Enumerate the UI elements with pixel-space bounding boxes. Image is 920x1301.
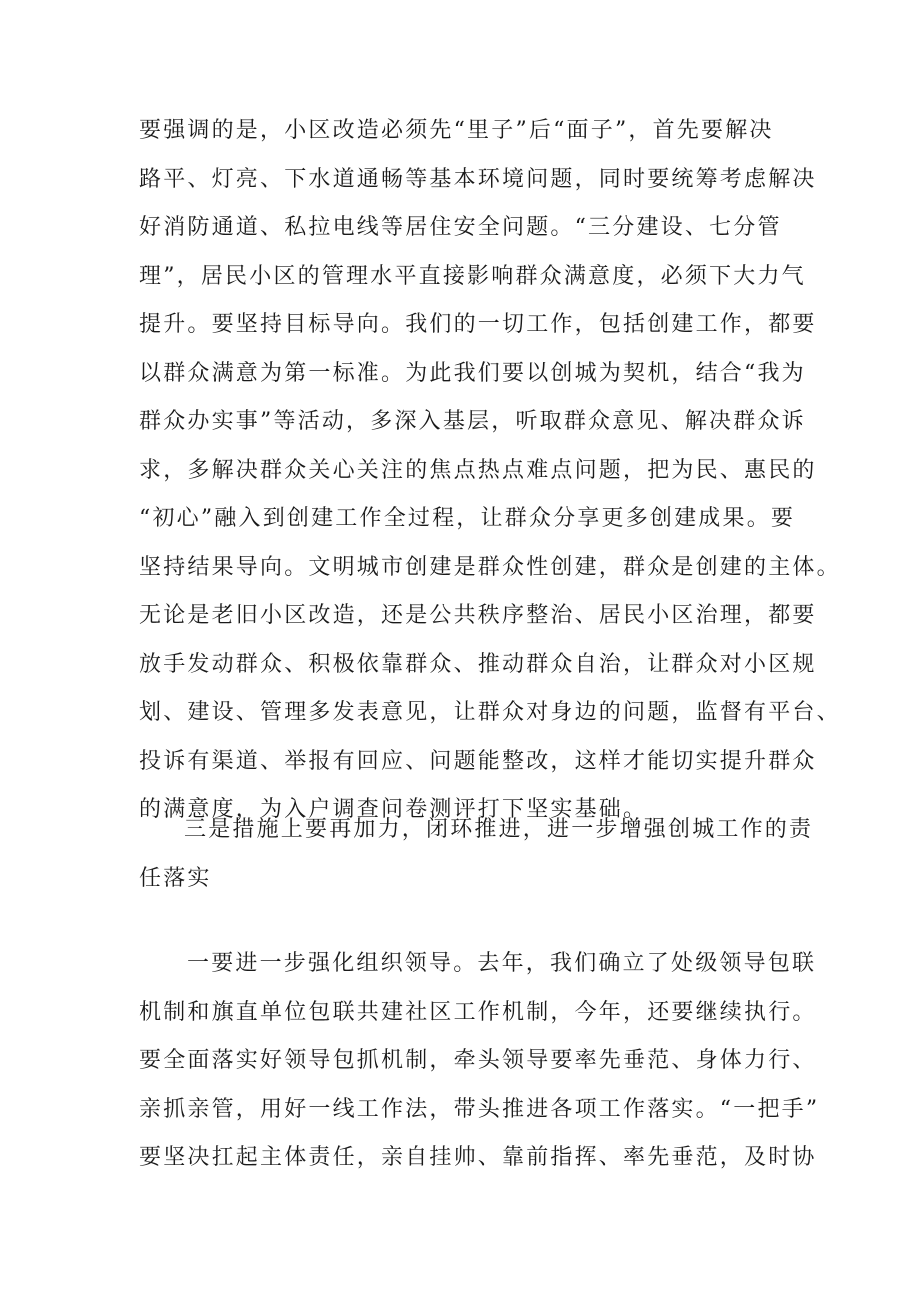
text-line: 划、建设、管理多发表意见，让群众对身边的问题，监督有平台、 [139, 700, 841, 725]
text-line: 无论是老旧小区改造，还是公共秩序整治、居民小区治理，都要 [139, 603, 817, 628]
text-line: 坚持结果导向。文明城市创建是群众性创建，群众是创建的主体。 [139, 554, 841, 580]
text-line: 放手发动群众、积极依靠群众、推动群众自治，让群众对小区规 [139, 651, 817, 677]
text-line: 理”，居民小区的管理水平直接影响群众满意度，必须下大力气 [139, 263, 806, 289]
text-line: 要强调的是，小区改造必须先“里子”后“面子”，首先要解决 [139, 118, 774, 143]
text-line: “初心”融入到创建工作全过程，让群众分享更多创建成果。要 [139, 506, 796, 531]
paragraph-body [139, 107, 841, 835]
text-line: 好消防通道、私拉电线等居住安全问题。“三分建设、七分管 [139, 215, 782, 240]
heading-line: 三是措施上要再加力，闭环推进，进一步增强创城工作的责 [184, 817, 814, 842]
text-line: 投诉有渠道、举报有回应、问题能整改，这样才能切实提升群众 [139, 748, 817, 774]
text-line: 提升。要坚持目标导向。我们的一切工作，包括创建工作，都要 [139, 312, 817, 337]
heading-line: 任落实 [139, 865, 212, 891]
paragraph-body [139, 940, 820, 1183]
text-line: 机制和旗直单位包联共建社区工作机制，今年，还要继续执行。 [139, 999, 817, 1025]
text-line: 的满意度，为入户调查问卷测评打下坚实基础。 [139, 797, 648, 822]
text-line: 以群众满意为第一标准。为此我们要以创城为契机，结合“我为 [139, 360, 806, 386]
text-line: 群众办实事”等活动，多深入基层，听取群众意见、解决群众诉 [139, 409, 806, 434]
section-heading [139, 806, 814, 903]
text-line: 一要进一步强化组织领导。去年，我们确立了处级领导包联 [187, 951, 817, 976]
text-line: 求，多解决群众关心关注的焦点热点难点问题，把为民、惠民的 [139, 457, 817, 483]
text-line: 亲抓亲管，用好一线工作法，带头推进各项工作落实。“一把手” [139, 1096, 820, 1122]
text-line: 要坚决扛起主体责任，亲自挂帅、靠前指挥、率先垂范，及时协 [139, 1145, 817, 1170]
text-line: 路平、灯亮、下水道通畅等基本环境问题，同时要统筹考虑解决 [139, 166, 817, 192]
text-line: 要全面落实好领导包抓机制，牵头领导要率先垂范、身体力行、 [139, 1048, 817, 1073]
